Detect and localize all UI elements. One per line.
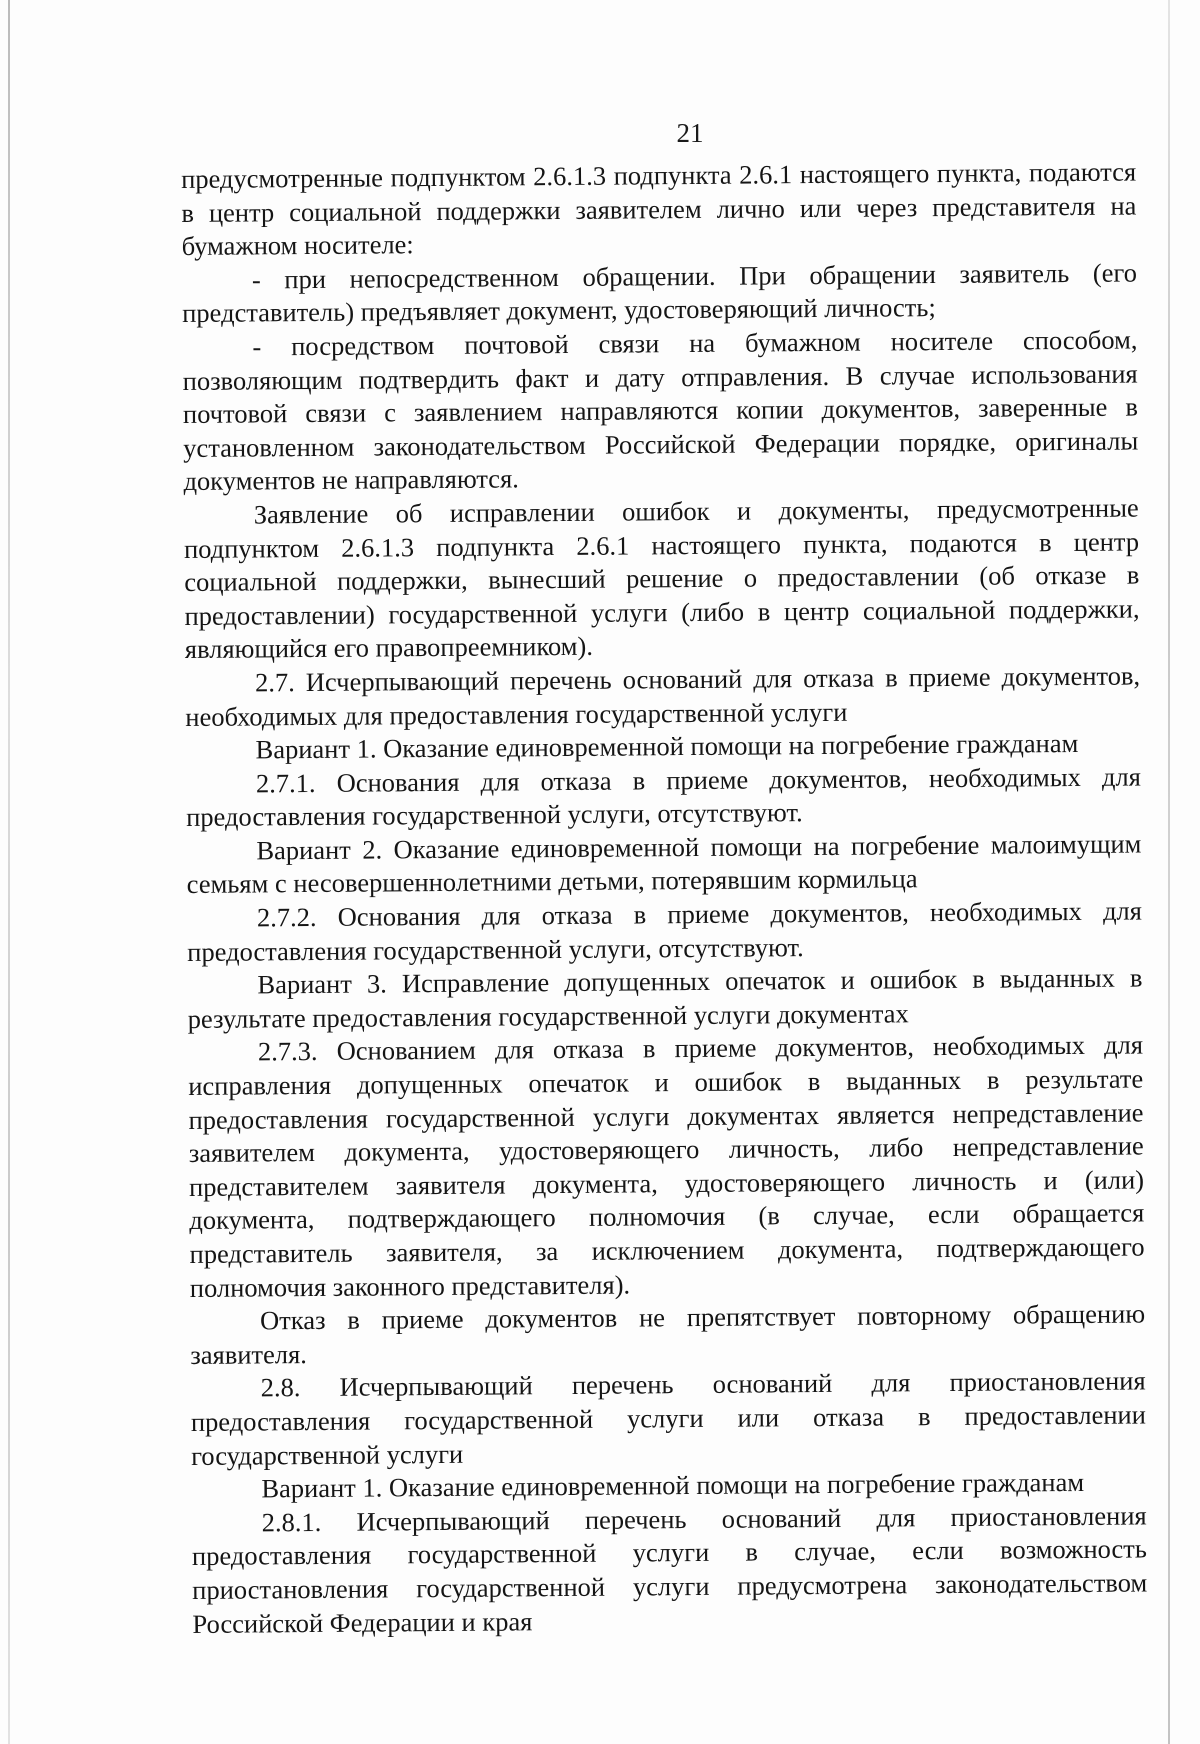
section-heading-2-7: 2.7. Исчерпывающий перечень оснований для отказа в приеме документов, необходимых для предоставления государственной услуги: [185, 660, 1141, 732]
document-body: [181, 155, 1148, 1641]
scan-edge-left: [8, 0, 10, 1744]
paragraph: 2.7.3. Основанием для отказа в приеме документов, необходимых для исправления допущенных опечаток и ошибок в выданных в результате предоставления государственной услуги документах является непредставление заявителем документа, удостоверяющего личность, либо непредставление представителем заявителя документа, удостоверяющего личность и (или) документа, подтверждающего полномочия (в случае, если обращается представитель заявителя, за исключением документа, подтверждающего полномочия законного представителя).: [188, 1029, 1145, 1303]
variant-heading: Вариант 3. Исправление допущенных опечаток и ошибок в выданных в результате предоставления государственной услуги документах: [187, 962, 1143, 1034]
variant-heading: Вариант 1. Оказание единовременной помощи на погребение гражданам: [261, 1467, 1085, 1504]
page-number: 21: [676, 118, 704, 148]
paragraph: 2.7.1. Основания для отказа в приеме документов, необходимых для предоставления государственной услуги, отсутствуют.: [186, 761, 1141, 833]
section-heading-2-8: 2.8. Исчерпывающий перечень оснований для приостановления предоставления государственной услуги или отказа в предоставлении государственной услуги: [190, 1365, 1146, 1471]
paragraph: 2.8.1. Исчерпывающий перечень оснований для приостановления предоставления государственной услуги в случае, если возможность приостановления государственной услуги предусмотрена законодательством Российской Федерации и края: [191, 1500, 1148, 1639]
paragraph: Отказ в приеме документов не препятствует повторному обращению заявителя.: [190, 1298, 1146, 1370]
paragraph: Заявление об исправлении ошибок и документы, предусмотренные подпунктом 2.6.1.3 подпункта 2.6.1 настоящего пункта, подаются в центр социальной поддержки, вынесший решение о предоставлении (об отказе в предоставлении) государственной услуги (либо в центр социальной поддержки, являющийся его правопреемником).: [183, 492, 1140, 665]
variant-heading: Вариант 1. Оказание единовременной помощи на погребение гражданам: [255, 728, 1079, 765]
scan-edge-right: [1168, 0, 1170, 1744]
variant-heading: Вариант 2. Оказание единовременной помощи на погребение малоимущим семьям с несовершеннолетними детьми, потерявшим кормильца: [186, 828, 1142, 900]
paragraph: - посредством почтовой связи на бумажном носителе способом, позволяющим подтвердить факт и дату отправления. В случае использования почтовой связи с заявлением направляются копии документов, заверенные в установленном законодательством Российской Федерации порядке, оригиналы документов не направляются.: [182, 324, 1139, 497]
paragraph: - при непосредственном обращении. При обращении заявитель (его представитель) предъявляет документ, удостоверяющий личность;: [182, 257, 1138, 329]
paragraph: предусмотренные подпунктом 2.6.1.3 подпункта 2.6.1 настоящего пункта, подаются в центр социальной поддержки заявителем лично или через представителя на бумажном носителе:: [181, 156, 1137, 262]
paragraph: 2.7.2. Основания для отказа в приеме документов, необходимых для предоставления государственной услуги, отсутствуют.: [187, 895, 1143, 967]
